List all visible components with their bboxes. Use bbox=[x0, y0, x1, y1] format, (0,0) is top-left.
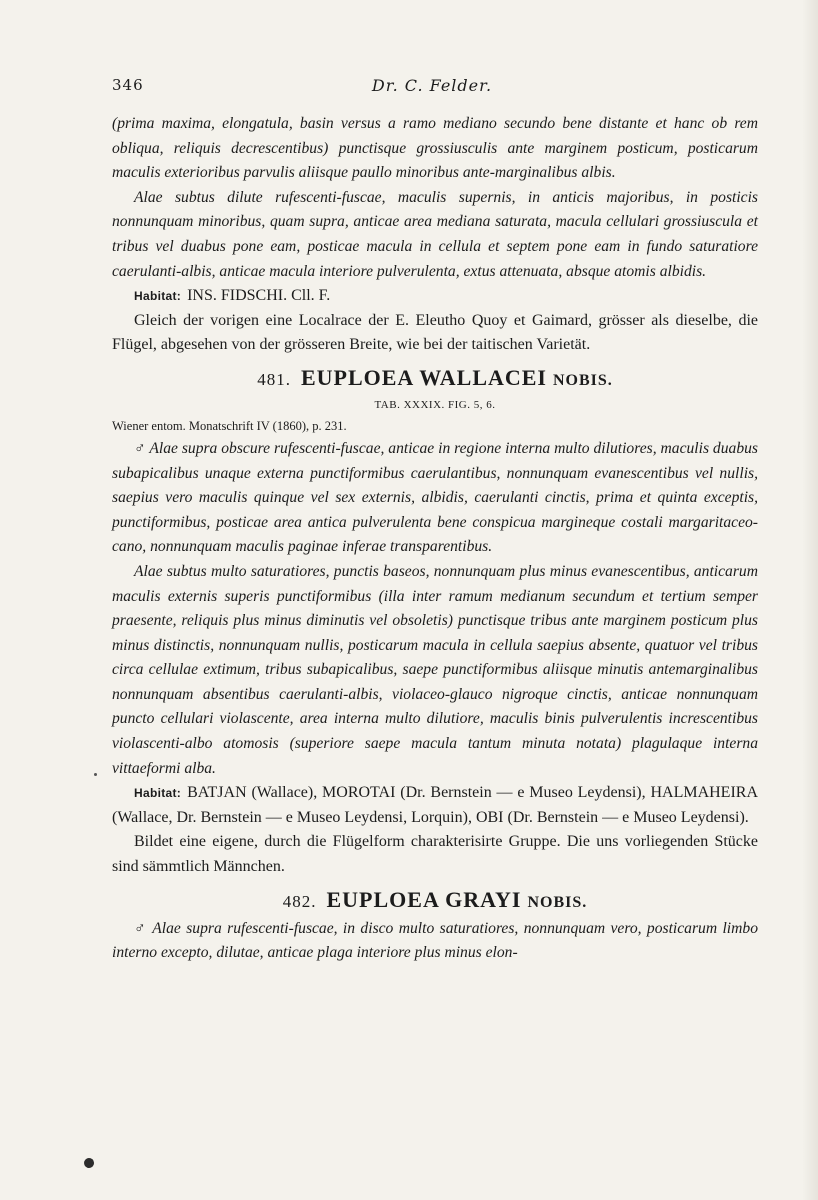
species-heading bbox=[112, 886, 758, 917]
page-header bbox=[112, 76, 752, 104]
plate-reference: TAB. XXXIX. FIG. 5, 6. bbox=[374, 398, 496, 411]
paragraph: ♂ Alae supra rufescenti-fuscae, in disco multo saturatiores, nonnunquam vero, posticarum limbo interno excepto, dilutae, anticae plaga interiore plus minus elon- bbox=[112, 919, 758, 962]
species-number: 482. bbox=[282, 891, 317, 911]
page-number: 346 bbox=[112, 76, 144, 94]
habitat-label: Habitat: bbox=[134, 786, 182, 801]
species-title: EUPLOEA GRAYI bbox=[326, 886, 522, 912]
paragraph: Alae subtus multo saturatiores, punctis baseos, nonnunquam plus minus evanescentibus, anticarum maculis externis superis punctiformibus (illa inter ramum medianum secundum et tertium semper praesente, reliquis plus minus diminutis vel obsoletis) punctisque tribus ante marginem posticum plus minus distinctis, nonnunquam nullis, posticarum macula in cellula saepius absente, quatuor vel tribus circa cellulae extimum, tribus subapicalibus, saepe punctiformibus aliisque minutis antemarginalibus nonnunquam absentibus caerulanti-albis, violaceo-glauco nigroque cinctis, anticae nonnunquam puncto cellulari violascente, area interna multo dilutiore, maculis binis pulverulentis increscentibus violascenti-albo atomosis (superiore saepe macula tantum minuta notata) plagulaque interna vittaeformi alba. bbox=[112, 562, 758, 777]
running-head: Dr. C. Felder. bbox=[371, 76, 493, 95]
ink-blot bbox=[83, 1157, 96, 1170]
habitat-line bbox=[112, 284, 758, 309]
paragraph: ♂ Alae supra obscure rufescenti-fuscae, anticae in regione interna multo dilutiores, maculis duabus subapicalibus unaque externa punctiformibus caerulantibus, nonnunquam evanescentibus vel nullis, saepius vero maculis quinque vel sex externis, albidis, caerulanti cinctis, prima et quinta exceptis, punctiformibus, posticae area antica pulverulenta bene conspicua margineque costali margaritaceo-cano, nonnunquam maculis paginae inferae transparentibus. bbox=[112, 439, 758, 556]
habitat-text: BATJAN (Wallace), MOROTAI (Dr. Bernstein — e Museo Leydensi), HALMAHEIRA (Wallace, Dr. Bernstein — e Museo Leydensi, Lorquin), OBI (Dr. Bernstein — e Museo Leydensi). bbox=[112, 784, 758, 826]
ink-speck bbox=[94, 773, 97, 776]
body-text bbox=[112, 112, 758, 966]
paragraph: (prima maxima, elongatula, basin versus a ramo mediano secundo bene distante et hanc ob rem obliqua, reliquis decrescentibus) punctisque grossiusculis ante marginem posticum, posticarum maculis exterioribus parvulis aliisque paullo minoribus ante-marginalibus albis. bbox=[112, 115, 758, 182]
species-title: EUPLOEA WALLACEI bbox=[300, 364, 547, 390]
literature-reference: Wiener entom. Monatschrift IV (1860), p. 231. bbox=[112, 418, 347, 433]
species-number: 481. bbox=[257, 369, 291, 389]
paragraph: Gleich der vorigen eine Localrace der E. Eleutho Quoy et Gaimard, grösser als dieselbe, die Flügel, abgesehen von der grösseren Breite, wie bei der taitischen Varietät. bbox=[112, 311, 758, 354]
habitat-line bbox=[112, 781, 758, 830]
species-author: NOBIS. bbox=[553, 371, 613, 389]
species-heading bbox=[112, 364, 758, 395]
species-author: NOBIS. bbox=[527, 893, 588, 911]
paragraph: Bildet eine eigene, durch die Flügelform charakterisirte Gruppe. Die uns vorliegenden Stücke sind sämmtlich Männchen. bbox=[112, 833, 758, 876]
page-edge bbox=[802, 0, 818, 1200]
paragraph: Alae subtus dilute rufescenti-fuscae, maculis supernis, in anticis majoribus, in posticis nonnunquam minoribus, quam supra, anticae area mediana saturata, macula cellulari grossiuscula et tribus vel duabus pone eam, posticae macula in cellula et septem pone eam in fundo saturatiore caerulanti-albis, anticae macula interiore pulverulenta, extus attenuata, absque atomis albidis. bbox=[112, 188, 758, 280]
habitat-text: INS. FIDSCHI. Cll. F. bbox=[187, 287, 331, 305]
habitat-label: Habitat: bbox=[134, 289, 182, 304]
